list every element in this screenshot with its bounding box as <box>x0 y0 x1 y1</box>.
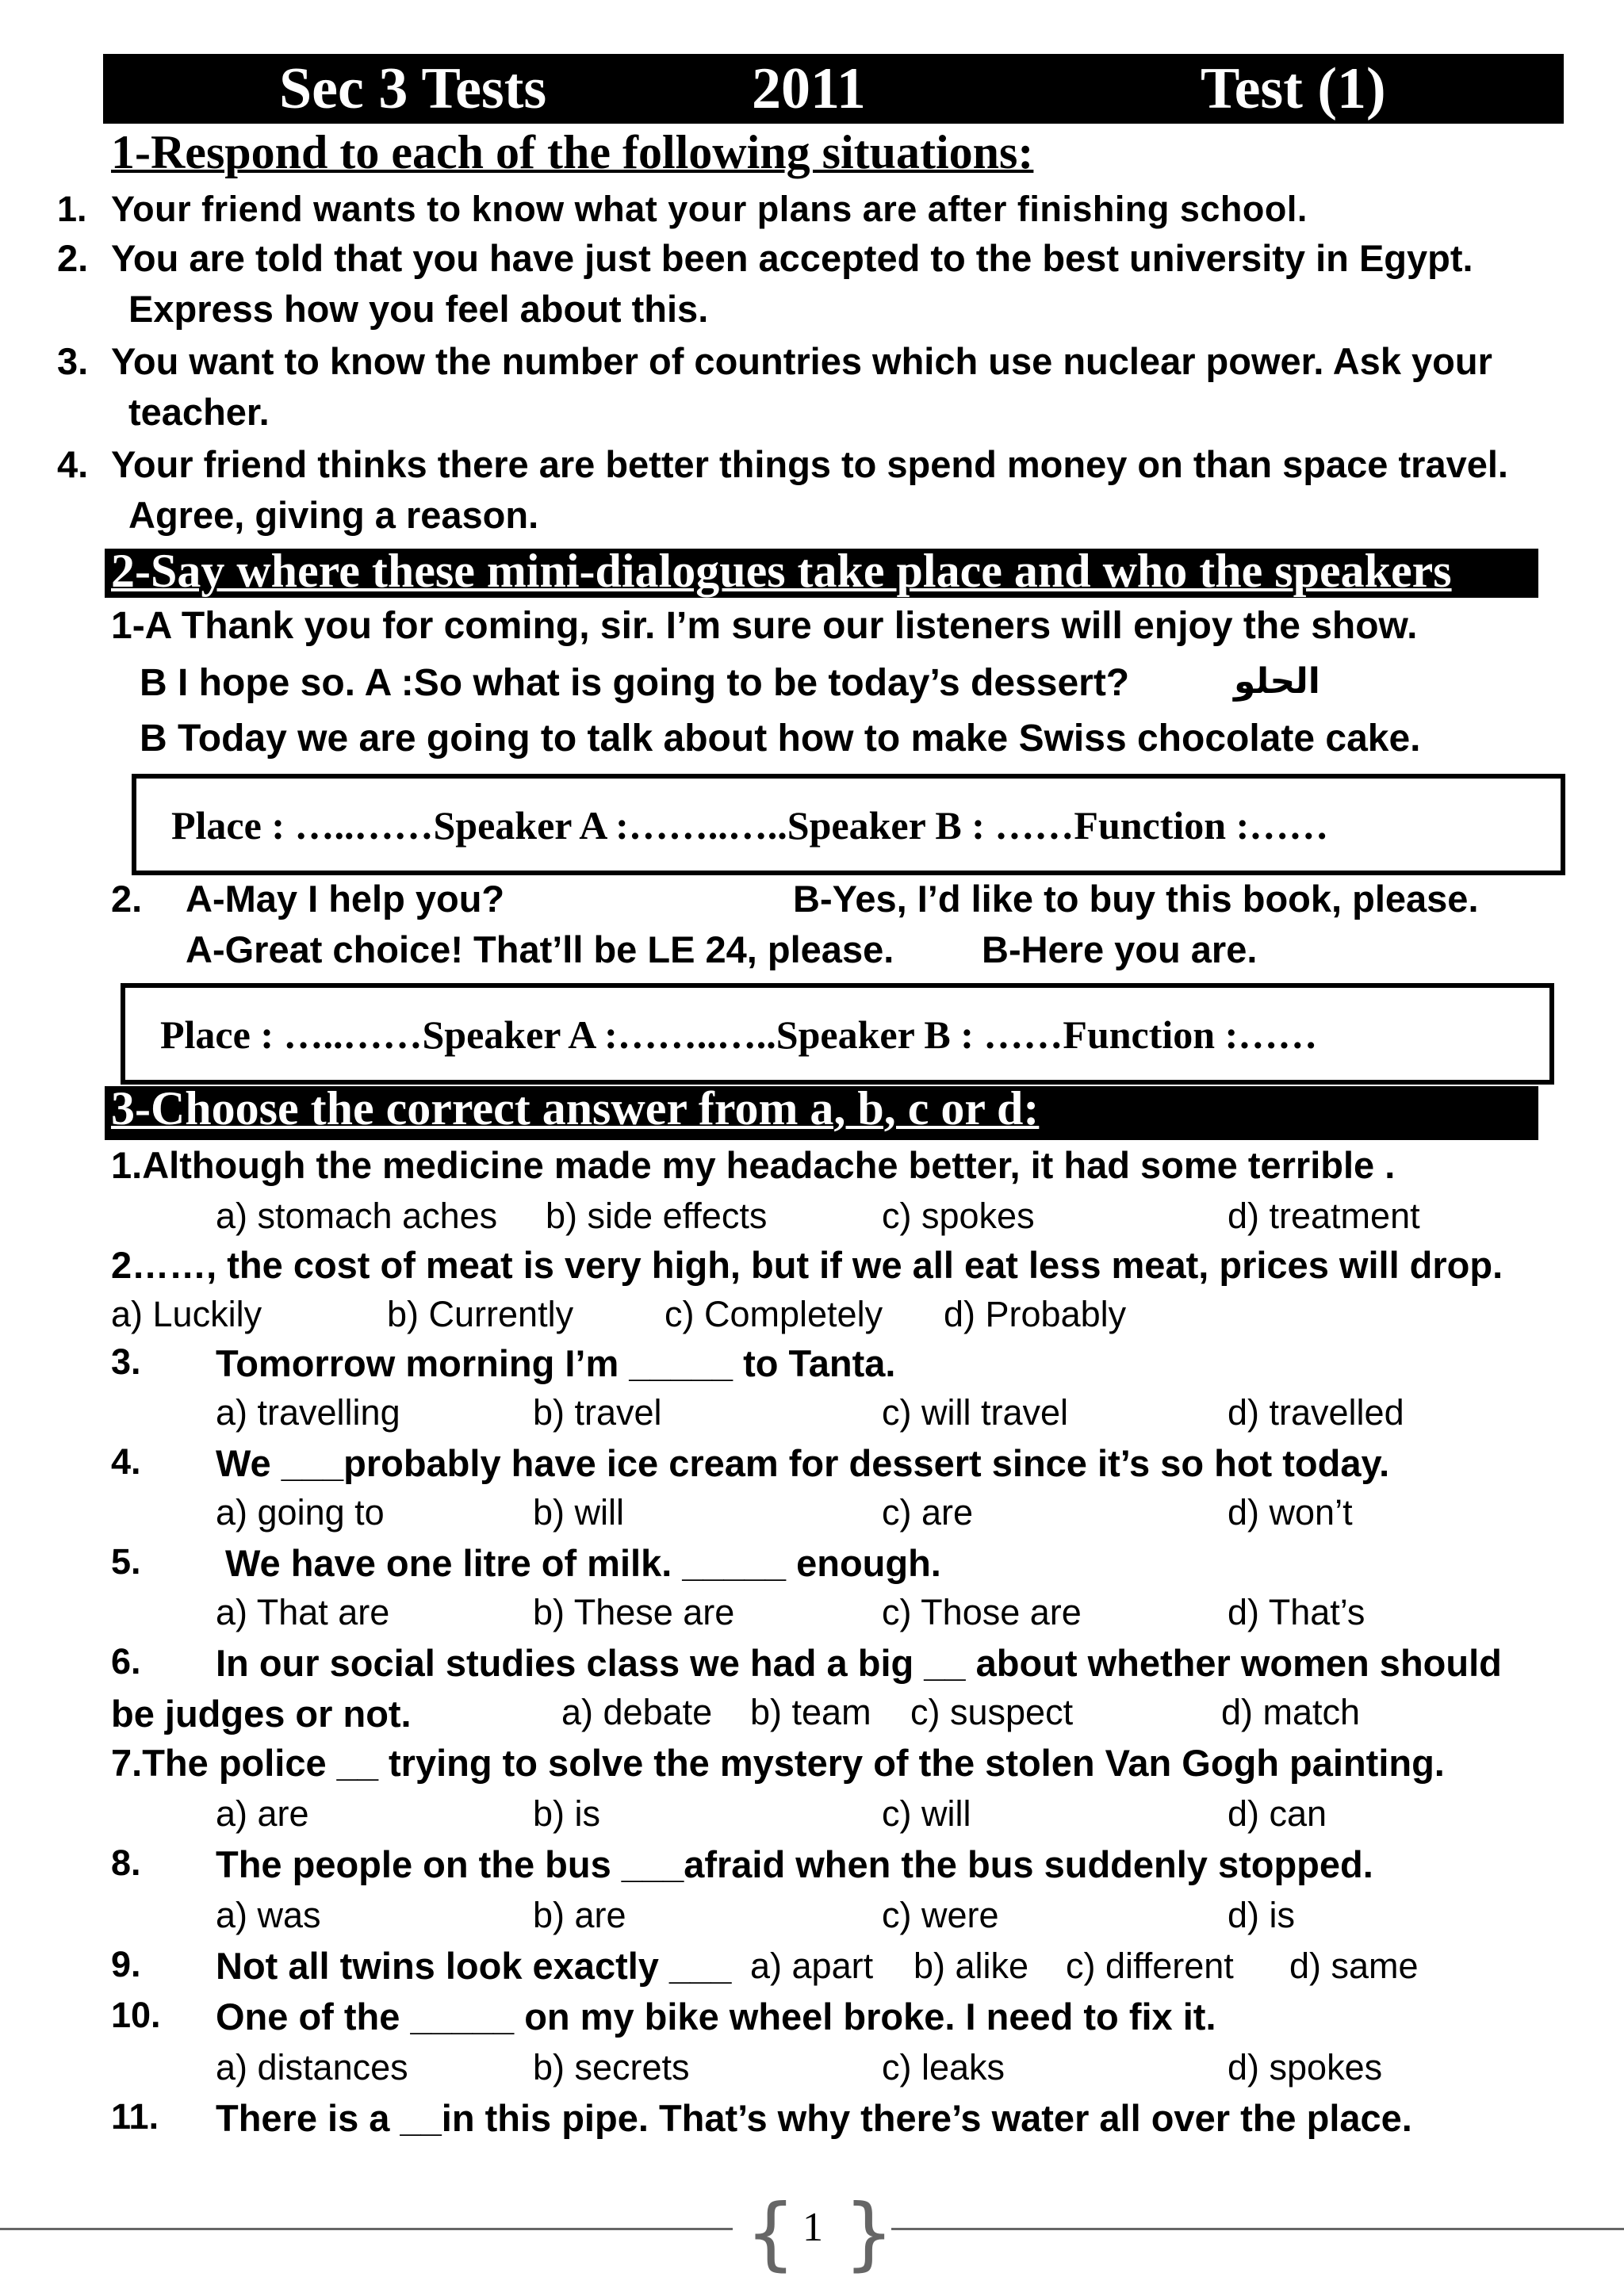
q3-opt-a: a) travelling <box>216 1392 400 1433</box>
q5-num: 5. <box>111 1541 141 1582</box>
q4-opt-a: a) going to <box>216 1492 385 1533</box>
q3-num: 3. <box>111 1341 141 1382</box>
q6-num: 6. <box>111 1641 141 1682</box>
answer-box-1-text: Place : …..……Speaker A :……..…..Speaker B : ……Function :…… <box>171 803 1329 848</box>
q11-num: 11. <box>111 2096 159 2137</box>
q1-opt-d: d) treatment <box>1228 1196 1420 1236</box>
q2-opt-d: d) Probably <box>944 1294 1127 1334</box>
q2-opt-b: b) Currently <box>387 1294 574 1334</box>
section2-heading-bar <box>105 545 1538 598</box>
q5-opt-b: b) These are <box>533 1592 735 1632</box>
s1-item4-cont: Agree, giving a reason. <box>128 494 539 536</box>
q6-cont: be judges or not. <box>111 1693 412 1735</box>
s2-d2-b1: B-Yes, I’d like to buy this book, please. <box>793 878 1479 920</box>
q3-opt-b: b) travel <box>533 1392 662 1433</box>
q10-opt-a: a) distances <box>216 2047 408 2087</box>
s2-d1-line1: 1-A Thank you for coming, sir. I’m sure our listeners will enjoy the show. <box>111 605 1418 647</box>
q8-opt-d: d) is <box>1228 1895 1296 1935</box>
q7-opt-c: c) will <box>882 1793 971 1834</box>
q8-opt-c: c) were <box>882 1895 999 1935</box>
q7-text: 7.The police __ trying to solve the mystery of the stolen Van Gogh painting. <box>111 1742 1445 1784</box>
page-number-frame <box>733 2187 894 2279</box>
q9-text: Not all twins look exactly ___ <box>216 1945 732 1987</box>
section2-heading: 2-Say where these mini-dialogues take place and who the speakers <box>111 545 1452 597</box>
answer-box-2 <box>121 983 1554 1085</box>
bracket-right: } <box>844 2187 894 2279</box>
q6-opt-b: b) team <box>750 1692 871 1732</box>
q1-opt-c: c) spokes <box>882 1196 1035 1236</box>
q4-opt-d: d) won’t <box>1228 1492 1353 1533</box>
q6-opt-d: d) match <box>1221 1692 1361 1732</box>
q4-opt-b: b) will <box>533 1492 625 1533</box>
title-test: Test (1) <box>1201 56 1386 121</box>
q4-num: 4. <box>111 1441 141 1482</box>
q9-opt-a: a) apart <box>750 1946 874 1986</box>
section1-heading: 1-Respond to each of the following situations: <box>111 126 1034 178</box>
q9-opt-c: c) different <box>1066 1946 1234 1986</box>
q1-text: 1.Although the medicine made my headache better, it had some terrible . <box>111 1144 1396 1186</box>
q5-opt-c: c) Those are <box>882 1592 1082 1632</box>
q6-text: In our social studies class we had a big __ about whether women should <box>216 1642 1502 1684</box>
title-left: Sec 3 Tests <box>279 56 547 121</box>
q9-opt-b: b) alike <box>914 1946 1029 1986</box>
q10-num: 10. <box>111 1995 161 2035</box>
q1-opt-a: a) stomach aches <box>216 1196 498 1236</box>
q7-opt-d: d) can <box>1228 1793 1327 1834</box>
q9-opt-d: d) same <box>1289 1946 1419 1986</box>
s2-d2-a1: A-May I help you? <box>186 878 505 920</box>
section3-heading-bar <box>105 1082 1538 1140</box>
s1-item3-num: 3. <box>57 340 89 382</box>
q8-opt-a: a) was <box>216 1895 321 1935</box>
q8-text: The people on the bus ___afraid when the bus suddenly stopped. <box>216 1843 1373 1885</box>
q10-opt-d: d) spokes <box>1228 2047 1383 2087</box>
answer-box-1 <box>132 774 1565 875</box>
q4-text: We ___probably have ice cream for dessert since it’s so hot today. <box>216 1442 1390 1484</box>
s1-item2-cont: Express how you feel about this. <box>128 288 709 330</box>
q8-opt-b: b) are <box>533 1895 626 1935</box>
q10-opt-b: b) secrets <box>533 2047 690 2087</box>
q1-opt-b: b) side effects <box>546 1196 768 1236</box>
q4-opt-c: c) are <box>882 1492 974 1533</box>
q3-text: Tomorrow morning I’m _____ to Tanta. <box>216 1342 896 1384</box>
q6-opt-c: c) suspect <box>910 1692 1074 1732</box>
q10-text: One of the _____ on my bike wheel broke. I need to fix it. <box>216 1996 1216 2038</box>
q10-opt-c: c) leaks <box>882 2047 1005 2087</box>
s2-d2-a2: A-Great choice! That’ll be LE 24, please. <box>186 928 894 970</box>
q5-opt-d: d) That’s <box>1228 1592 1365 1632</box>
s1-item2-num: 2. <box>57 237 89 279</box>
s1-item1-num: 1. <box>57 189 87 229</box>
title-year: 2011 <box>752 56 866 121</box>
s2-d2-b2: B-Here you are. <box>982 928 1258 970</box>
q7-opt-b: b) is <box>533 1793 601 1834</box>
q7-opt-a: a) are <box>216 1793 309 1834</box>
q2-opt-a: a) Luckily <box>111 1294 262 1334</box>
q2-opt-c: c) Completely <box>665 1294 883 1334</box>
s1-item1-text: Your friend wants to know what your plans are after finishing school. <box>111 189 1308 229</box>
answer-box-2-text: Place : …..……Speaker A :……..…..Speaker B : ……Function :…… <box>160 1012 1318 1057</box>
q8-num: 8. <box>111 1843 141 1883</box>
s2-d1-line3: B Today we are going to talk about how to make Swiss chocolate cake. <box>140 718 1421 760</box>
s2-d1-arabic: الحلو <box>1234 661 1320 702</box>
q6-opt-a: a) debate <box>561 1692 713 1732</box>
bracket-left: { <box>745 2187 796 2279</box>
q3-opt-d: d) travelled <box>1228 1392 1404 1433</box>
s1-item4-text: Your friend thinks there are better things to spend money on than space travel. <box>111 443 1508 485</box>
q11-text: There is a __in this pipe. That’s why there’s water all over the place. <box>216 2097 1412 2139</box>
q3-opt-c: c) will travel <box>882 1392 1069 1433</box>
section3-heading: 3-Choose the correct answer from a, b, c or d: <box>111 1082 1040 1135</box>
s1-item2-text: You are told that you have just been accepted to the best university in Egypt. <box>111 237 1473 279</box>
q5-text: We have one litre of milk. _____ enough. <box>225 1542 941 1584</box>
s1-item3-cont: teacher. <box>128 391 270 433</box>
q2-text: 2……, the cost of meat is very high, but if we all eat less meat, prices will drop. <box>111 1244 1503 1286</box>
title-bar <box>103 54 1564 124</box>
page-number: 1 <box>802 2205 823 2250</box>
s1-item4-num: 4. <box>57 443 89 485</box>
s2-d1-line2: B I hope so. A :So what is going to be today’s dessert? <box>140 662 1130 704</box>
s1-item3-text: You want to know the number of countries which use nuclear power. Ask your <box>111 340 1492 382</box>
q9-num: 9. <box>111 1944 141 1984</box>
s2-d2-num: 2. <box>111 878 143 920</box>
q5-opt-a: a) That are <box>216 1592 390 1632</box>
